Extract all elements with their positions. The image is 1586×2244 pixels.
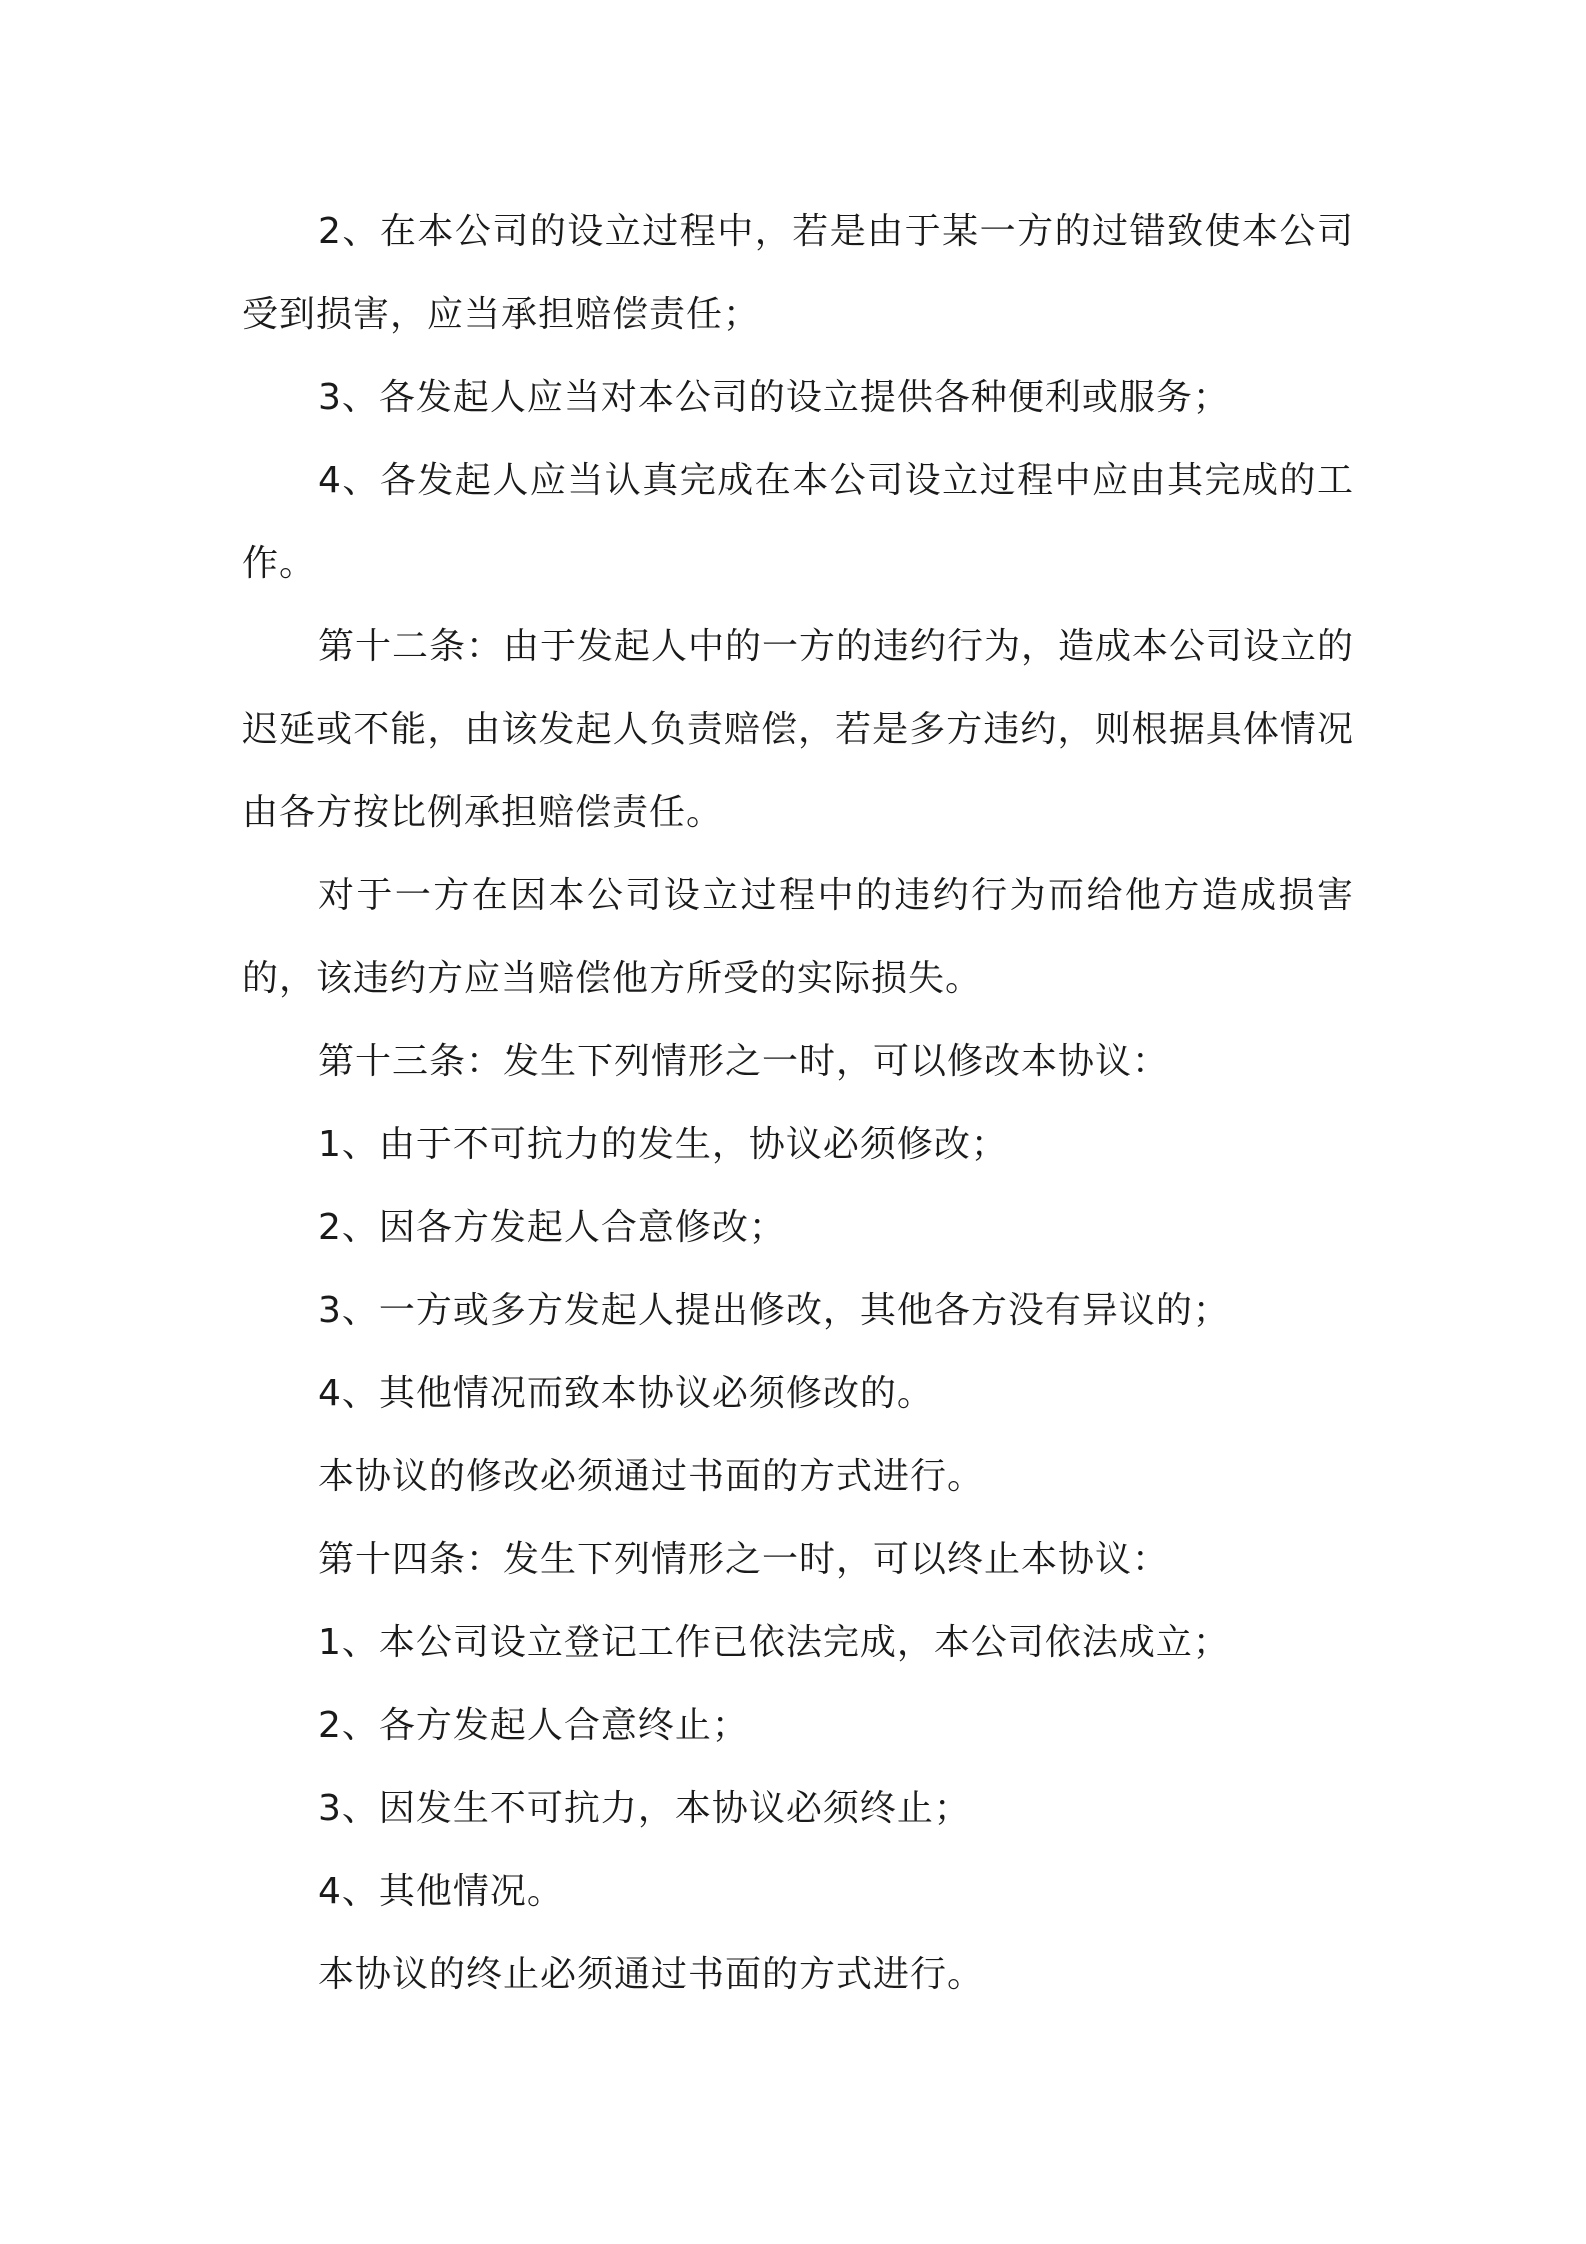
paragraph: 3、因发生不可抗力，本协议必须终止； <box>318 1788 971 1829</box>
paragraph: 第十二条：由于发起人中的一方的违约行为，造成本公司设立的迟延或不能，由该发起人负责赔偿，若是多方违约，则根据具体情况由各方按比例承担赔偿责任。 <box>242 626 1355 833</box>
paragraph: 2、在本公司的设立过程中，若是由于某一方的过错致使本公司受到损害，应当承担赔偿责任； <box>242 211 1354 335</box>
paragraph: 4、其他情况。 <box>318 1871 564 1912</box>
paragraph: 1、由于不可抗力的发生，协议必须修改； <box>318 1124 1008 1165</box>
paragraph: 2、因各方发起人合意修改； <box>318 1207 786 1248</box>
paragraph: 本协议的终止必须通过书面的方式进行。 <box>318 1954 985 1995</box>
paragraph: 第十三条：发生下列情形之一时，可以修改本协议： <box>318 1041 1170 1082</box>
paragraph: 4、其他情况而致本协议必须修改的。 <box>318 1373 934 1414</box>
paragraph: 1、本公司设立登记工作已依法完成，本公司依法成立； <box>318 1622 1230 1663</box>
paragraph: 2、各方发起人合意终止； <box>318 1705 749 1746</box>
paragraph: 3、各发起人应当对本公司的设立提供各种便利或服务； <box>318 377 1230 418</box>
document-page <box>242 190 1354 2016</box>
paragraph: 对于一方在因本公司设立过程中的违约行为而给他方造成损害的，该违约方应当赔偿他方所受的实际损失。 <box>242 875 1354 999</box>
paragraph: 3、一方或多方发起人提出修改，其他各方没有异议的； <box>318 1290 1230 1331</box>
paragraph: 4、各发起人应当认真完成在本公司设立过程中应由其完成的工作。 <box>242 460 1354 584</box>
paragraph: 本协议的修改必须通过书面的方式进行。 <box>318 1456 985 1497</box>
paragraph: 第十四条：发生下列情形之一时，可以终止本协议： <box>318 1539 1170 1580</box>
